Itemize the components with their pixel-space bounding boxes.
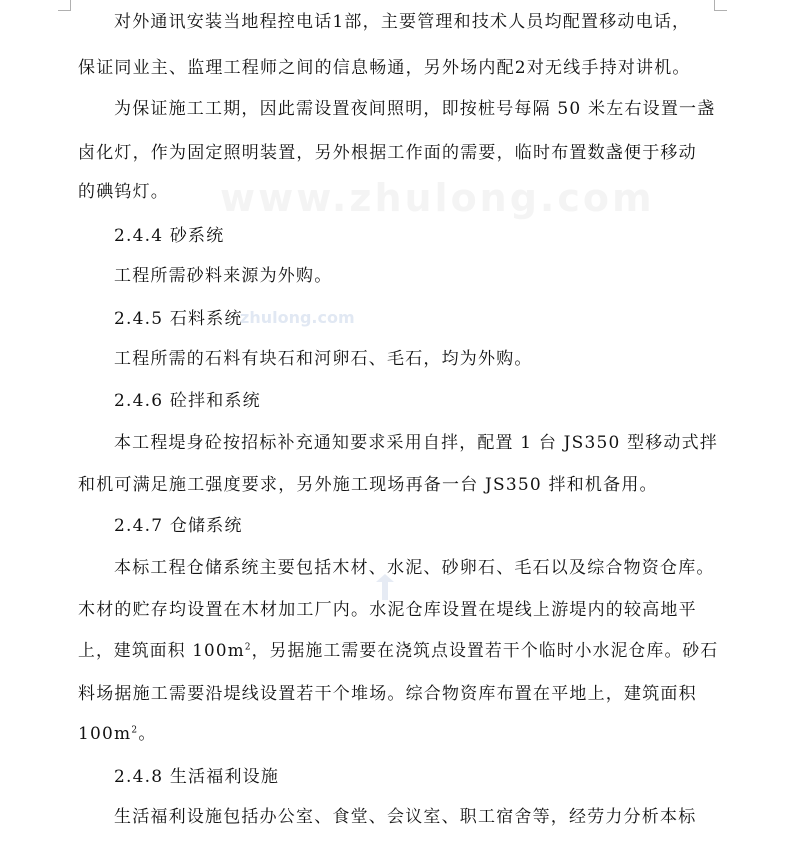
section-heading-2-4-6: 2.4.6 砼拌和系统 [114, 391, 261, 411]
paragraph-2-line-1: 为保证施工工期，因此需设置夜间照明，即按桩号每隔 50 米左右设置一盏 [114, 99, 716, 119]
page-corner-mark-left [58, 0, 71, 11]
paragraph-2-line-2: 卤化灯，作为固定照明装置，另外根据工作面的需要，临时布置数盏便于移动 [78, 143, 697, 163]
section-2-4-8-line-1: 生活福利设施包括办公室、食堂、会议室、职工宿舍等，经劳力分析本标 [114, 807, 697, 827]
section-2-4-7-line-5-text-b: 。 [138, 724, 157, 744]
section-2-4-6-line-2: 和机可满足施工强度要求，另外施工现场再备一台 JS350 拌和机备用。 [78, 475, 658, 495]
section-2-4-7-line-5-superscript: 2 [131, 725, 139, 736]
section-heading-2-4-8: 2.4.8 生活福利设施 [114, 767, 280, 787]
watermark-main: www.zhulong.com [220, 176, 655, 220]
section-2-4-7-line-1: 本标工程仓储系统主要包括木材、水泥、砂卵石、毛石以及综合物资仓库。 [114, 558, 715, 578]
section-2-4-6-line-1: 本工程堤身砼按招标补充通知要求采用自拌，配置 1 台 JS350 型移动式拌 [114, 433, 718, 453]
paragraph-2-line-3: 的碘钨灯。 [78, 182, 169, 202]
section-2-4-7-line-4: 料场据施工需要沿堤线设置若干个堆场。综合物资库布置在平地上，建筑面积 [78, 684, 697, 704]
section-2-4-7-line-3-text-a: 上，建筑面积 100m [78, 641, 245, 661]
section-heading-2-4-5: 2.4.5 石料系统 [114, 309, 243, 329]
section-2-4-7-line-3 [78, 640, 719, 662]
section-heading-2-4-4: 2.4.4 砂系统 [114, 226, 225, 246]
section-2-4-7-line-5 [78, 723, 718, 745]
section-2-4-5-line-1: 工程所需的石料有块石和河卵石、毛石，均为外购。 [114, 349, 533, 369]
section-2-4-7-line-3-text-b: ，另据施工需要在浇筑点设置若干个临时小水泥仓库。砂石 [251, 641, 719, 661]
paragraph-1-line-2: 保证同业主、监理工程师之间的信息畅通，另外场内配2对无线手持对讲机。 [78, 58, 691, 78]
section-2-4-7-line-3-superscript: 2 [244, 642, 252, 653]
section-2-4-4-line-1: 工程所需砂料来源为外购。 [114, 266, 333, 286]
page-corner-mark-right [714, 0, 727, 11]
watermark-small: zhulong.com [240, 308, 355, 327]
section-heading-2-4-7: 2.4.7 仓储系统 [114, 516, 243, 536]
paragraph-1-line-1: 对外通讯安装当地程控电话1部，主要管理和技术人员均配置移动电话， [114, 12, 691, 32]
section-2-4-7-line-2: 木材的贮存均设置在木材加工厂内。水泥仓库设置在堤线上游堤内的较高地平 [78, 600, 697, 620]
section-2-4-7-line-5-text-a: 100m [78, 724, 132, 744]
